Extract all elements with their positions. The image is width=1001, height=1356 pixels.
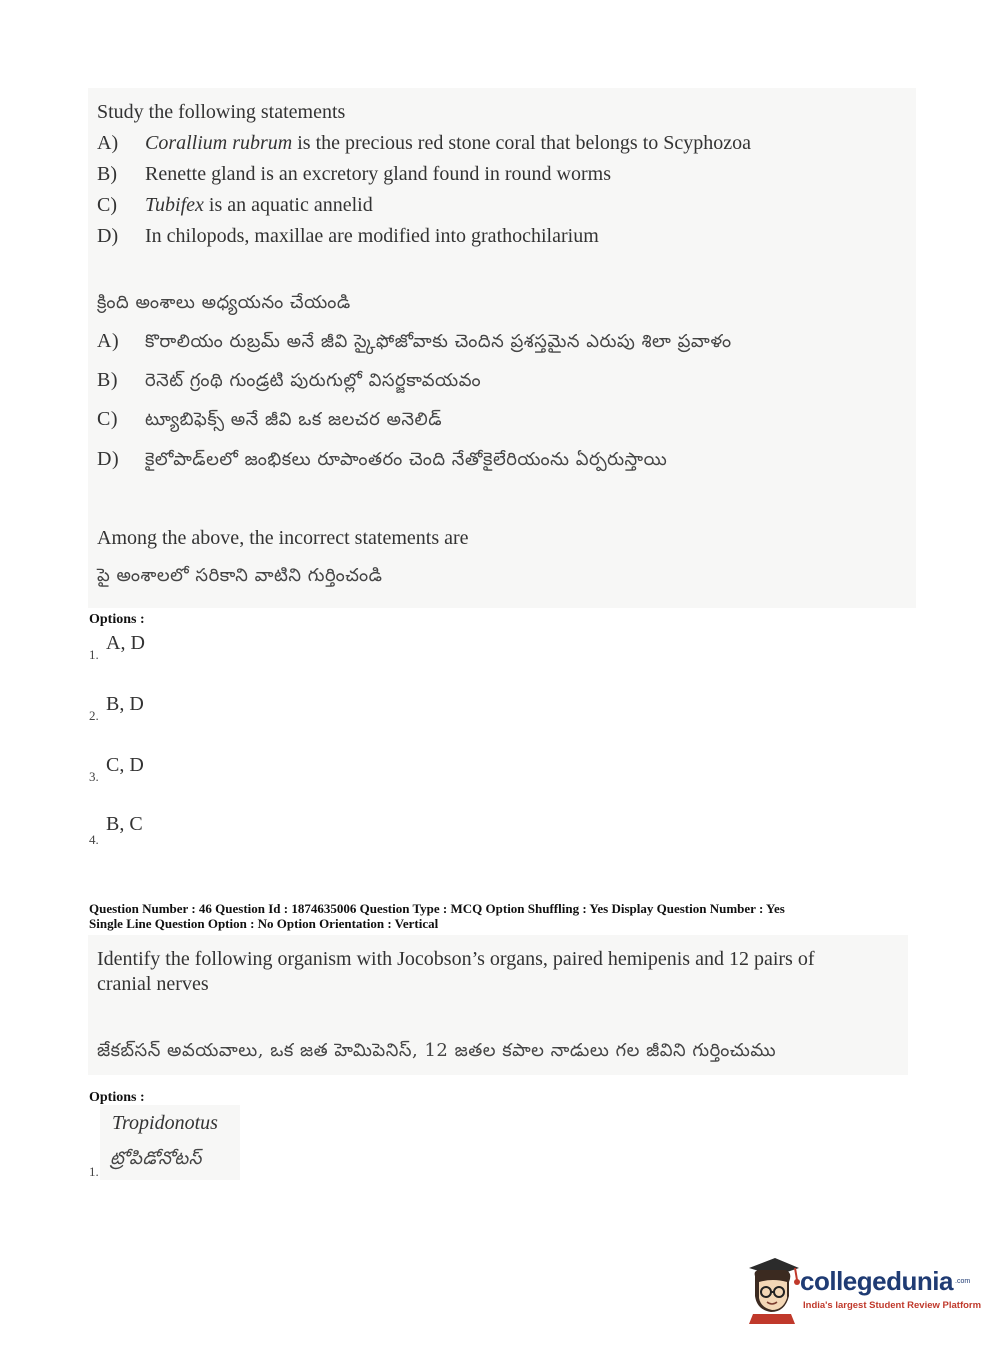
species-name: Tropidonotus xyxy=(112,1112,218,1134)
q46-option-1-te[interactable]: ట్రోపిడోనోటస్ xyxy=(110,1148,202,1169)
statement-label: B) xyxy=(97,163,117,185)
q45-intro-en: Study the following statements xyxy=(97,101,346,123)
q45-option-2-number: 2. xyxy=(89,708,99,723)
logo-wordmark: collegedunia xyxy=(800,1266,953,1296)
q45-statement-d-en xyxy=(97,225,599,248)
q45-statement-c-en xyxy=(97,194,373,217)
statement-label: C) xyxy=(97,194,117,216)
species-name: Tubifex xyxy=(145,194,204,216)
q46-option-1-en[interactable] xyxy=(112,1112,218,1135)
q45-option-4-number: 4. xyxy=(89,832,99,847)
logo-suffix: .com xyxy=(955,1278,971,1285)
q45-options-label: Options : xyxy=(89,612,145,627)
statement-text: In chilopods, maxillae are modified into grathochilarium xyxy=(145,225,599,247)
q45-option-1[interactable]: A, D xyxy=(106,632,145,654)
statement-label: A) xyxy=(97,132,119,154)
q45-option-2[interactable]: B, D xyxy=(106,693,144,715)
q46-meta-line-2: Single Line Question Option : No Option Orientation : Vertical xyxy=(89,916,439,931)
q45-intro-te: క్రింది అంశాలు అధ్యయనం చేయండి xyxy=(97,292,351,313)
statement-text: రెనెట్ గ్రంథి గుండ్రటి పురుగుల్లో విసర్జకావయవం xyxy=(145,370,482,391)
q46-question-en-line-1: Identify the following organism with Jocobson’s organs, paired hemipenis and 12 pairs of xyxy=(97,948,815,970)
q46-question-te: జేకబ్‌సన్ అవయవాలు, ఒక జత హెమిపెనిస్, 12 జతల కపాల నాడులు గల జీవిని గుర్తించుము xyxy=(97,1040,777,1061)
statement-text: is an aquatic annelid xyxy=(203,194,373,216)
statement-text: ట్యూబిఫెక్స్ అనే జీవి ఒక జలచర అనెలిడ్ xyxy=(145,409,443,430)
q45-statement-b-en xyxy=(97,163,611,186)
species-name: Corallium rubrum xyxy=(145,132,293,154)
statement-label: D) xyxy=(97,225,119,247)
q46-options-label: Options : xyxy=(89,1090,145,1105)
statement-text: is the precious red stone coral that belongs to Scyphozoa xyxy=(292,132,752,154)
q46-question-en-line-2: cranial nerves xyxy=(97,973,209,995)
q45-statement-a-te xyxy=(97,330,732,356)
student-mascot-icon xyxy=(745,1252,801,1324)
statement-text: కైలోపాడ్‌లలో జంభికలు రూపాంతరం చెంది నేతోకైలేరియంను ఏర్పరుస్తాయి xyxy=(145,449,668,470)
q45-statement-a-en xyxy=(97,132,751,155)
statement-text: Renette gland is an excretory gland found in round worms xyxy=(145,163,611,185)
logo-tagline: India's largest Student Review Platform xyxy=(803,1300,982,1311)
q45-statement-c-te xyxy=(97,408,442,434)
q45-option-1-number: 1. xyxy=(89,647,99,662)
q45-option-4[interactable]: B, C xyxy=(106,813,143,835)
statement-text: కొరాలియం రుబ్రమ్ అనే జీవి స్కైఫోజోవాకు చెందిన ప్రశస్తమైన ఎరుపు శిలా ప్రవాళం xyxy=(145,331,732,352)
q45-option-3-number: 3. xyxy=(89,769,99,784)
q46-option-1-number: 1. xyxy=(89,1164,99,1179)
statement-label: C) xyxy=(97,408,118,430)
q45-ask-te: పై అంశాలలో సరికాని వాటిని గుర్తించండి xyxy=(97,565,383,586)
q46-meta-line-1: Question Number : 46 Question Id : 1874635006 Question Type : MCQ Option Shuffling : Yes Display Question Number : Yes xyxy=(89,901,785,916)
statement-label: D) xyxy=(97,448,120,470)
q45-option-3[interactable]: C, D xyxy=(106,754,144,776)
q45-statement-d-te xyxy=(97,448,667,474)
statement-label: A) xyxy=(97,330,120,352)
q45-ask-en: Among the above, the incorrect statements are xyxy=(97,527,469,549)
statement-label: B) xyxy=(97,369,118,391)
collegedunia-logo xyxy=(745,1252,982,1324)
q45-statement-b-te xyxy=(97,369,481,395)
